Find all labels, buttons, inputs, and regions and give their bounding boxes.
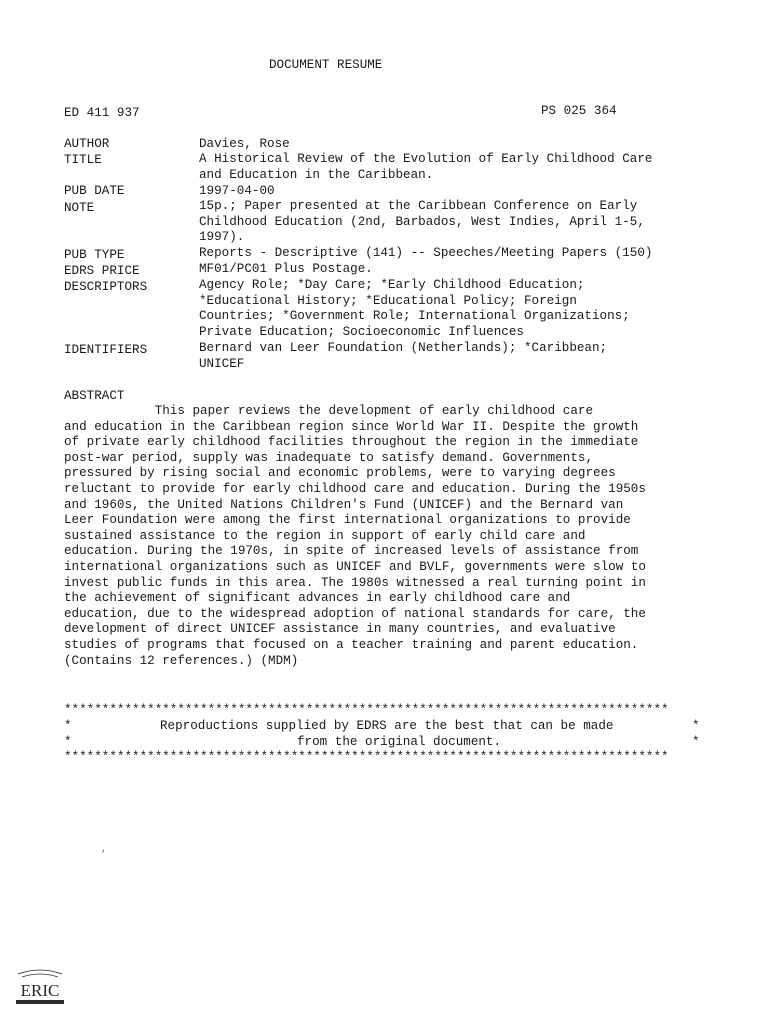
field-value-title: A Historical Review of the Evolution of Early Childhood Care and Education in the Caribbean.: [199, 152, 653, 182]
field-label-pub-date: PUB DATE: [64, 184, 125, 198]
field-value-author: Davies, Rose: [199, 137, 290, 151]
field-label-descriptors: DESCRIPTORS: [64, 280, 148, 294]
star-border-bottom: ********************************************************************************: [64, 750, 669, 764]
ps-number: PS 025 364: [541, 104, 617, 118]
star-border-left: *: [64, 735, 72, 749]
field-value-identifiers: Bernard van Leer Foundation (Netherlands); *Caribbean; UNICEF: [199, 341, 608, 371]
field-value-pub-date: 1997-04-00: [199, 184, 275, 198]
field-value-pub-type: Reports - Descriptive (141) -- Speeches/Meeting Papers (150): [199, 246, 653, 260]
field-label-edrs-price: EDRS PRICE: [64, 264, 140, 278]
field-label-title: TITLE: [64, 153, 102, 167]
reproduction-notice-line-2: from the original document.: [297, 735, 502, 749]
field-value-descriptors: Agency Role; *Day Care; *Early Childhood Education; *Educational History; *Educational Policy; Foreign Countries; *Government Role; International Organizations; Private Education; Socioeconomic Influences: [199, 278, 630, 339]
field-value-edrs-price: MF01/PC01 Plus Postage.: [199, 262, 373, 276]
svg-text:ERIC: ERIC: [20, 981, 60, 1000]
stray-mark: ,: [101, 844, 108, 855]
document-title: DOCUMENT RESUME: [269, 58, 383, 72]
field-label-note: NOTE: [64, 201, 95, 215]
abstract-label: ABSTRACT: [64, 389, 125, 403]
star-border-right: *: [692, 735, 700, 749]
star-border-right: *: [692, 719, 700, 733]
star-border-left: *: [64, 719, 72, 733]
ed-number: ED 411 937: [64, 106, 140, 120]
reproduction-notice-line-1: Reproductions supplied by EDRS are the best that can be made: [160, 719, 614, 733]
field-label-author: AUTHOR: [64, 137, 110, 151]
field-label-pub-type: PUB TYPE: [64, 248, 125, 262]
eric-logo: [10, 968, 70, 1008]
abstract-body: This paper reviews the development of early childhood care and education in the Caribbean region since World War II. Despite the growth of private early childhood facilities throughout the region in the immediate post-war period, supply was inadequate to satisfy demand. Governments, pressured by rising social and economic problems, were to varying degrees reluctant to provide for early childhood care and education. During the 1950s and 1960s, the United Nations Children's Fund (UNICEF) and the Bernard van Leer Foundation were among the first international organizations to provide sustained assistance to the region in support of early child care and education. During the 1970s, in spite of increased levels of assistance from international organizations such as UNICEF and BVLF, governments were slow to invest public funds in this area. The 1980s witnessed a real turning point in the achievement of significant advances in early childhood care and education, due to the widespread adoption of national standards for care, the development of direct UNICEF assistance in many countries, and evaluative studies of programs that focused on a teacher training and parent education. (Contains 12 references.) (MDM): [64, 404, 646, 668]
star-border-top: ********************************************************************************: [64, 703, 669, 717]
field-value-note: 15p.; Paper presented at the Caribbean Conference on Early Childhood Education (2nd, Barbados, West Indies, April 1-5, 1997).: [199, 199, 645, 245]
field-label-identifiers: IDENTIFIERS: [64, 343, 148, 357]
